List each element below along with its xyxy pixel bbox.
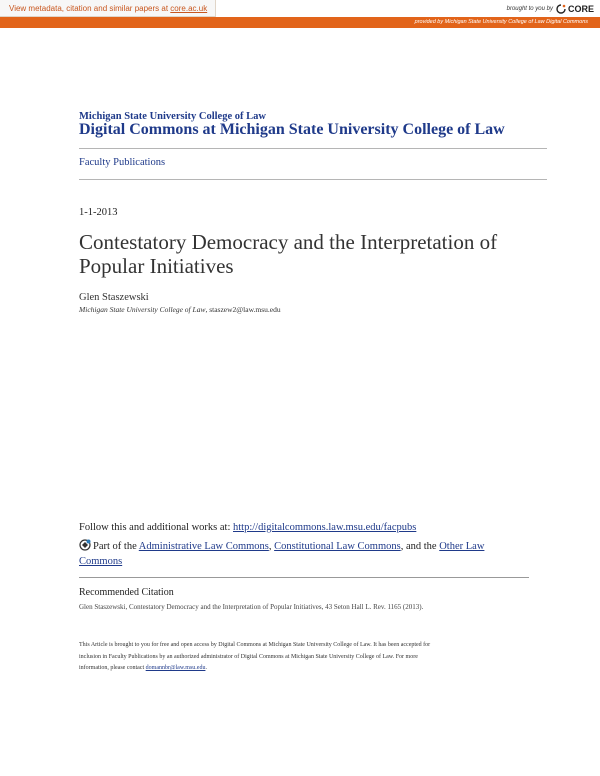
follow-line: Follow this and additional works at: http://digitalcommons.law.msu.edu/facpubs [79, 522, 417, 533]
core-banner [0, 0, 600, 28]
author-name: Glen Staszewski [79, 292, 149, 303]
constitutional-law-commons-link[interactable]: Constitutional Law Commons [274, 541, 401, 552]
series-link[interactable]: Faculty Publications [79, 157, 166, 168]
core-logo-icon [556, 4, 566, 14]
brought-to-you-by: brought to you by CORE [506, 4, 594, 14]
publication-date: 1-1-2013 [79, 207, 118, 218]
core-ac-uk-link[interactable]: core.ac.uk [170, 4, 208, 13]
bepress-network-icon [79, 539, 91, 551]
core-logo[interactable]: CORE [556, 4, 594, 14]
recommended-citation-heading: Recommended Citation [79, 587, 174, 598]
author-affiliation: Michigan State University College of Law, staszew2@law.msu.edu [79, 305, 281, 314]
divider [79, 577, 529, 578]
core-metadata-link[interactable]: View metadata, citation and similar papers at core.ac.uk [0, 0, 216, 17]
provided-by: provided by Michigan State University College of Law Digital Commons [0, 17, 600, 28]
repository-name[interactable]: Digital Commons at Michigan State University College of Law [79, 121, 505, 138]
divider [79, 179, 547, 180]
paper-title: Contestatory Democracy and the Interpretation of Popular Initiatives [79, 230, 498, 278]
access-notice: This Article is brought to you for free and open access by Digital Commons at Michigan State University College of Law. It has been accepted for inclusion in Faculty Publications by an authorized administrator of Digital Commons at Michigan State University College of Law. For more information, please contact domannbr@law.msu.edu. [79, 642, 431, 671]
facpubs-link[interactable]: http://digitalcommons.law.msu.edu/facpubs [233, 522, 417, 533]
other-law-commons-link[interactable]: Other Law Commons [79, 541, 485, 567]
divider [79, 148, 547, 149]
institution-name[interactable]: Michigan State University College of Law [79, 111, 266, 122]
administrative-law-commons-link[interactable]: Administrative Law Commons [138, 541, 269, 552]
part-of-line: Part of the Administrative Law Commons, Constitutional Law Commons, and the Other Law Commons [79, 541, 485, 567]
contact-email-link[interactable]: domannbr@law.msu.edu [145, 665, 206, 671]
recommended-citation-text: Glen Staszewski, Contestatory Democracy and the Interpretation of Popular Initiatives, 43 Seton Hall L. Rev. 1165 (2013). [79, 603, 424, 611]
